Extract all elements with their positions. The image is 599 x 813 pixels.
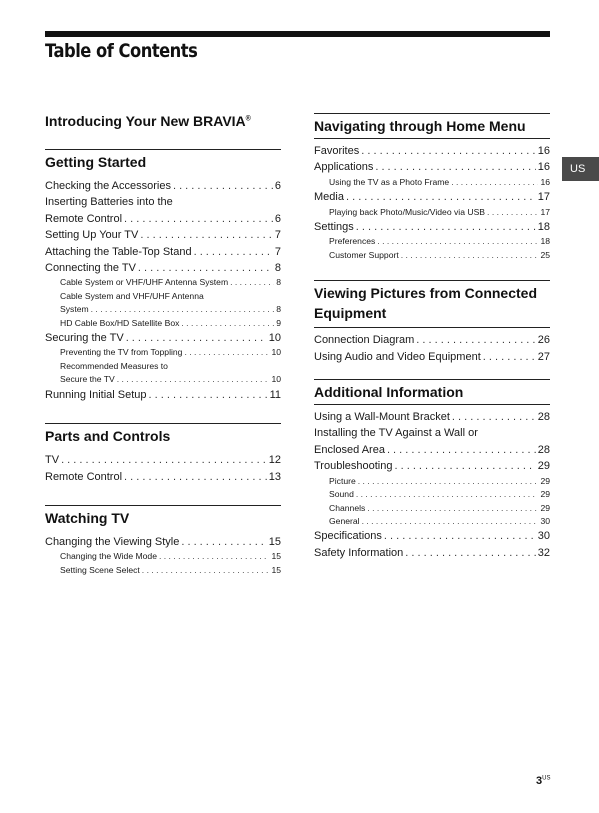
toc-subentry[interactable]: Preferences . . . 18: [314, 235, 550, 248]
toc-entry[interactable]: Setting Up Your TV . . . 7: [45, 227, 281, 243]
toc-subentry-line[interactable]: Cable System and VHF/UHF Antenna: [60, 290, 204, 301]
toc-entry[interactable]: Remote Control . . . 13: [45, 469, 281, 485]
toc-subentry-line[interactable]: Recommended Measures to: [60, 360, 168, 371]
toc-entry[interactable]: Using Audio and Video Equipment . . . 27: [314, 349, 550, 365]
toc-entry[interactable]: Connecting the TV . . . 8: [45, 260, 281, 276]
top-rule: [45, 31, 550, 37]
toc-entry[interactable]: Enclosed Area . . . 28: [314, 442, 550, 458]
toc-entry[interactable]: Attaching the Table-Top Stand . . . 7: [45, 244, 281, 260]
toc-entry[interactable]: Running Initial Setup . . . 11: [45, 387, 281, 403]
toc-entry[interactable]: Safety Information . . . 32: [314, 545, 550, 561]
section-title: Additional Information: [314, 382, 550, 405]
toc-entry[interactable]: Applications . . . 16: [314, 159, 550, 175]
section-navigating-home-menu: [314, 113, 550, 262]
toc-entry[interactable]: Checking the Accessories . . . 6: [45, 178, 281, 194]
section-title: Viewing Pictures from Connected Equipment: [314, 283, 550, 328]
page-title: Table of Contents: [45, 40, 198, 62]
toc-subentry[interactable]: General . . . 30: [314, 515, 550, 528]
toc-subentry[interactable]: Playing back Photo/Music/Video via USB . . . 17: [314, 206, 550, 219]
toc-entry[interactable]: Specifications . . . 30: [314, 528, 550, 544]
toc-subentry[interactable]: Sound . . . 29: [314, 488, 550, 501]
toc-entry[interactable]: Changing the Viewing Style . . . 15: [45, 534, 281, 550]
section-parts-controls: [45, 423, 281, 485]
section-intro-title[interactable]: Introducing Your New BRAVIA®: [45, 113, 251, 129]
toc-entry[interactable]: Connection Diagram . . . 26: [314, 332, 550, 348]
toc-subentry[interactable]: System . . . 8: [45, 303, 281, 316]
toc-subentry[interactable]: Secure the TV . . . 10: [45, 373, 281, 386]
toc-entry-line[interactable]: Installing the TV Against a Wall or: [314, 427, 478, 440]
toc-subentry[interactable]: Channels . . . 29: [314, 502, 550, 515]
toc-entry[interactable]: Settings . . . 18: [314, 219, 550, 235]
section-viewing-pictures: [314, 280, 550, 365]
toc-subentry[interactable]: HD Cable Box/HD Satellite Box . . . 9: [45, 317, 281, 330]
toc-subentry[interactable]: Preventing the TV from Toppling . . . 10: [45, 346, 281, 359]
toc-left-column: [45, 111, 281, 577]
section-title: Navigating through Home Menu: [314, 116, 550, 139]
toc-subentry[interactable]: Setting Scene Select . . . 15: [45, 564, 281, 577]
toc-right-column: [314, 113, 550, 561]
region-tab: US: [562, 157, 599, 181]
section-getting-started: [45, 149, 281, 403]
section-title: Getting Started: [45, 154, 147, 170]
toc-subentry[interactable]: Customer Support . . . 25: [314, 249, 550, 262]
section-title: Parts and Controls: [45, 428, 171, 445]
toc-entry-line[interactable]: Inserting Batteries into the: [45, 196, 173, 209]
toc-subentry[interactable]: Picture . . . 29: [314, 475, 550, 488]
toc-entry[interactable]: Remote Control . . . 6: [45, 211, 281, 227]
toc-entry[interactable]: Troubleshooting . . . 29: [314, 458, 550, 474]
section-watching-tv: [45, 505, 281, 577]
toc-entry[interactable]: Media . . . 17: [314, 189, 550, 205]
toc-entry[interactable]: TV . . . 12: [45, 452, 281, 468]
toc-entry[interactable]: Using a Wall-Mount Bracket . . . 28: [314, 409, 550, 425]
toc-entry[interactable]: Securing the TV . . . 10: [45, 330, 281, 346]
toc-subentry[interactable]: Cable System or VHF/UHF Antenna System . . . 8: [45, 276, 281, 289]
toc-subentry[interactable]: Using the TV as a Photo Frame . . . 16: [314, 176, 550, 189]
toc-entry[interactable]: Favorites . . . 16: [314, 143, 550, 159]
section-additional-information: [314, 379, 550, 561]
section-title: Watching TV: [45, 509, 130, 526]
toc-subentry[interactable]: Changing the Wide Mode . . . 15: [45, 550, 281, 563]
page-number: $3^{US}$: [536, 775, 551, 787]
